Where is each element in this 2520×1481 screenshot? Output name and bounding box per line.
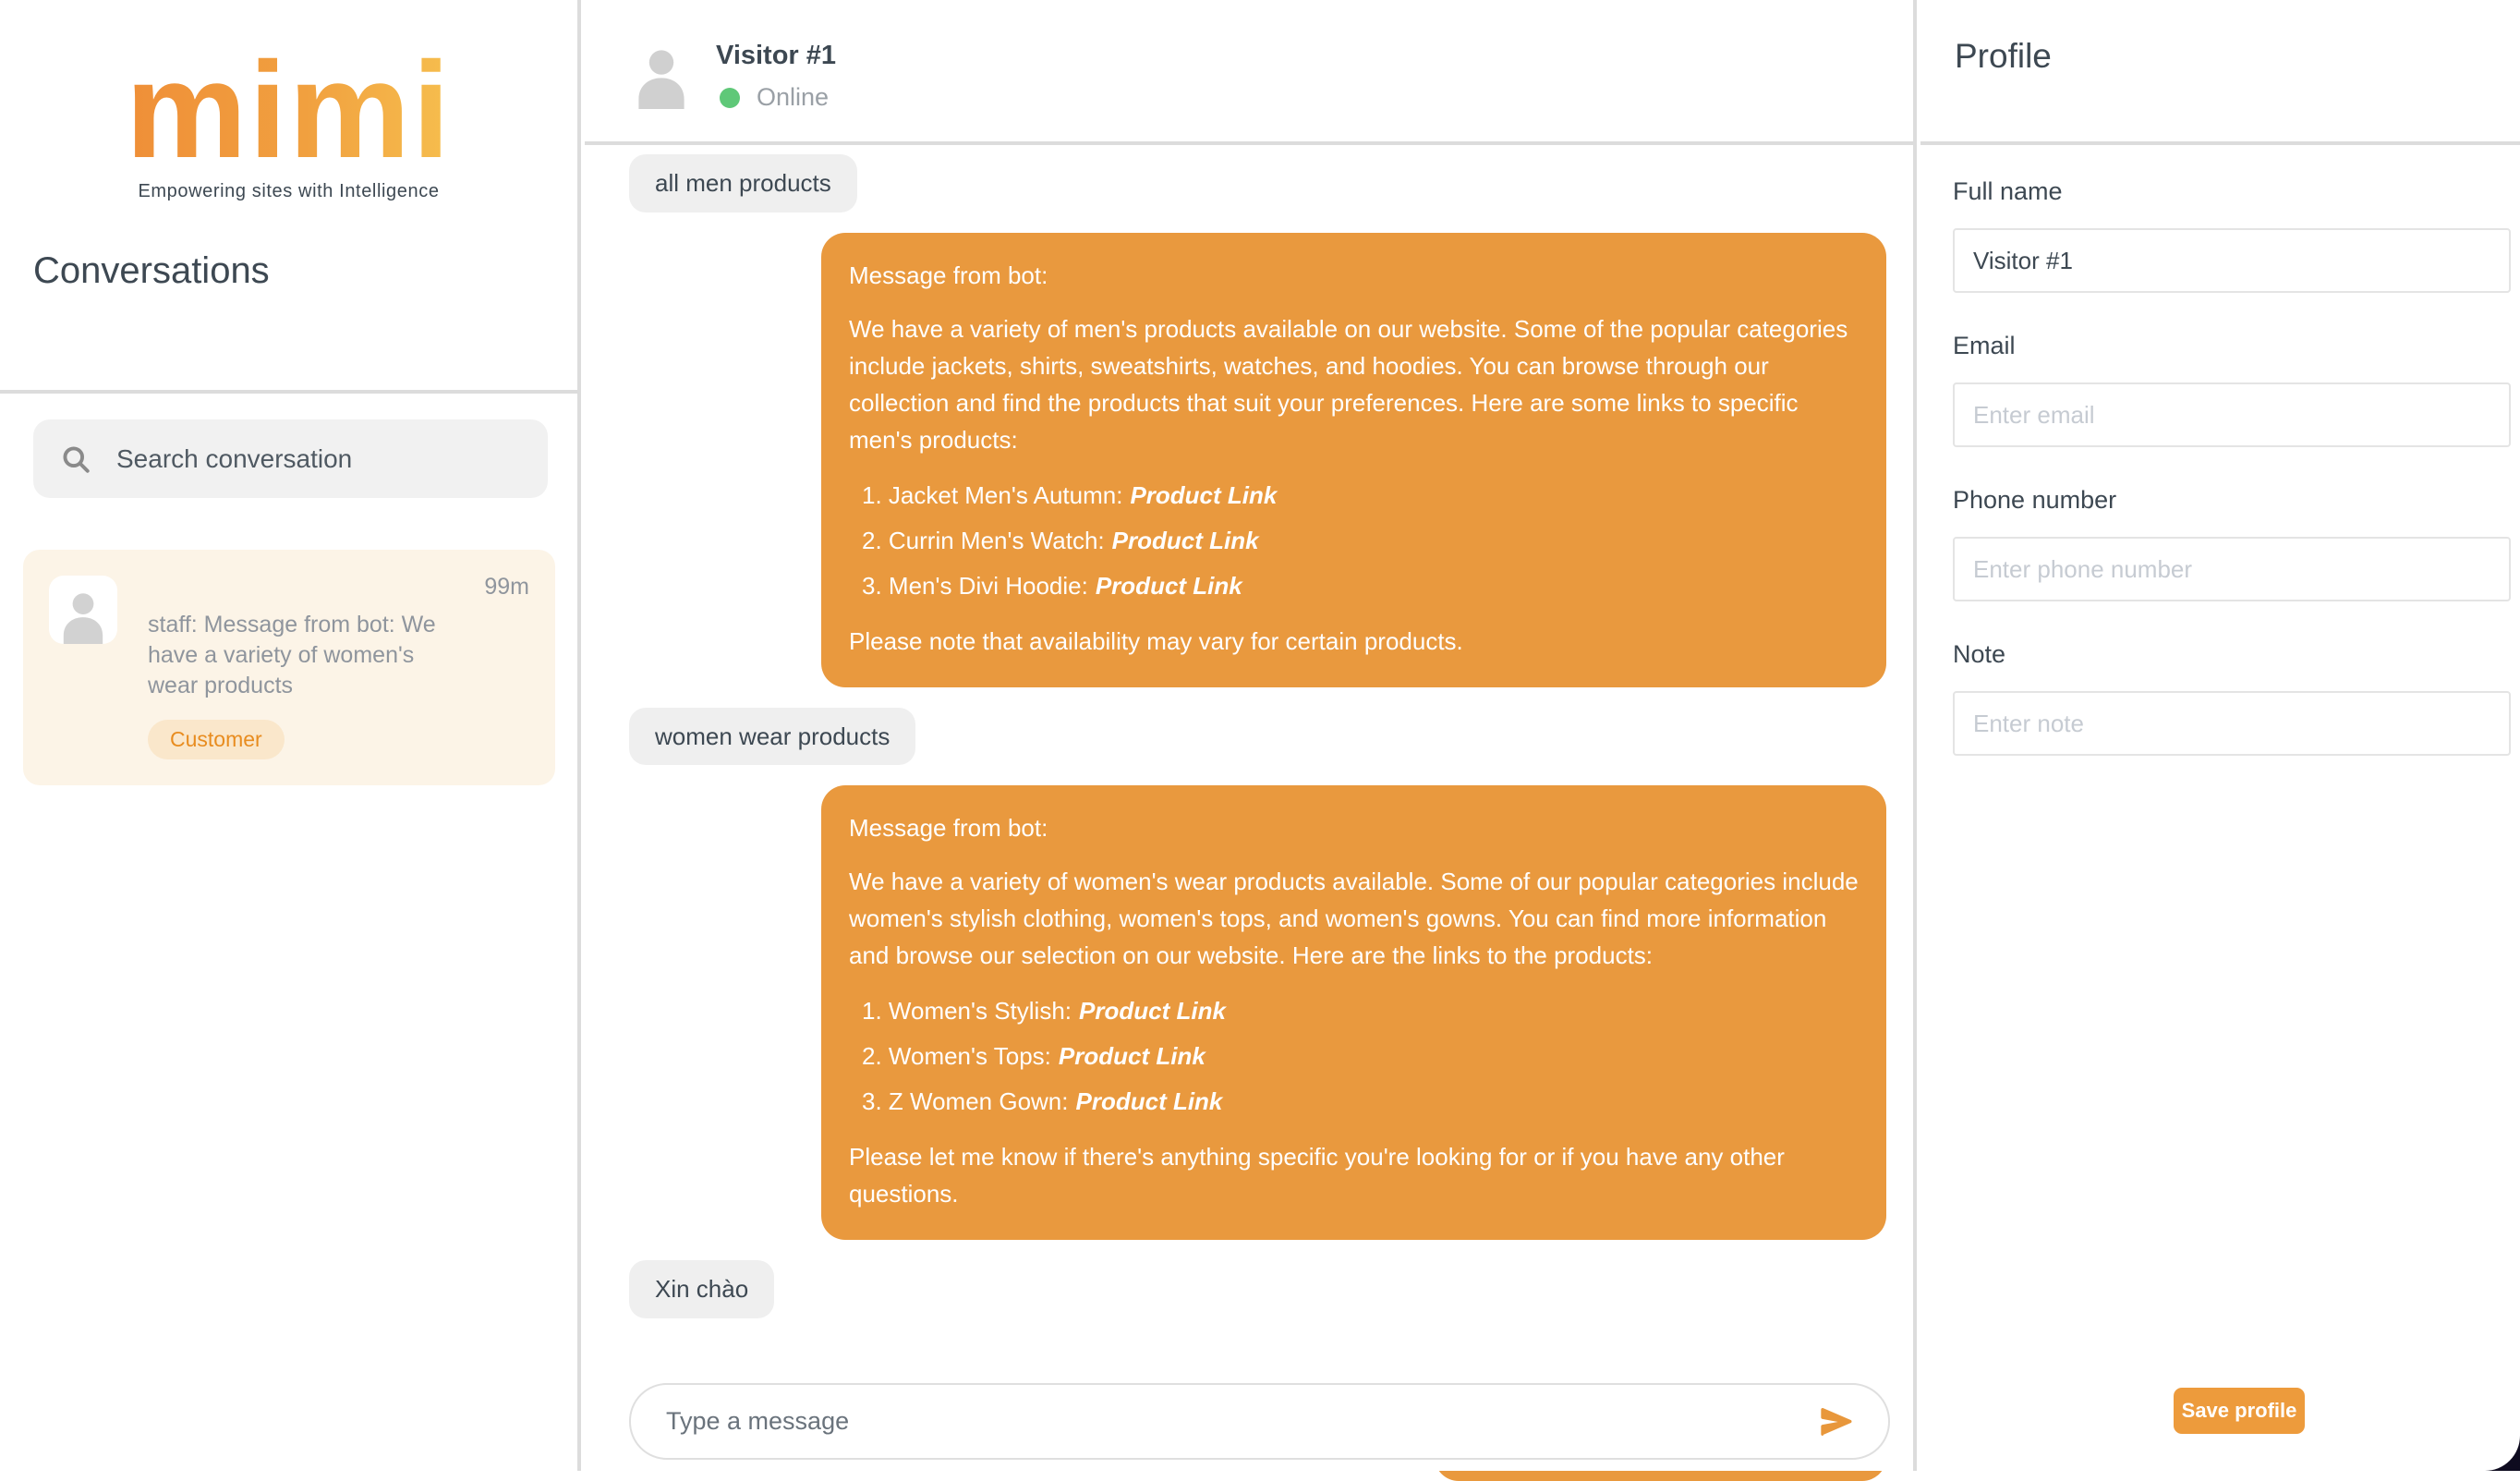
profile-title: Profile [1955, 37, 2052, 75]
message-input[interactable] [666, 1407, 1816, 1436]
divider [1920, 141, 2520, 145]
conversation-list-item[interactable] [23, 550, 555, 785]
customer-badge: Customer [148, 720, 285, 759]
search-input[interactable] [116, 444, 522, 474]
bot-message [821, 233, 1886, 687]
phone-field[interactable] [1953, 537, 2511, 601]
product-list-item [862, 1038, 1859, 1074]
visitor-name: Visitor #1 [716, 41, 837, 70]
bot-message [821, 785, 1886, 1240]
bot-message-footer: Please let me know if there's anything specific you're looking for or if you have any other questions. [849, 1143, 1785, 1208]
product-label: 1. Jacket Men's Autumn: [862, 480, 1123, 509]
logo [0, 34, 577, 202]
bot-message-title: Message from bot: [849, 814, 1048, 842]
full-name-field[interactable] [1953, 228, 2511, 293]
save-profile-button[interactable]: Save profile [2174, 1388, 2305, 1434]
bot-message-body: We have a variety of men's products available on our website. Some of the popular categories include jackets, shirts, sweatshirts, watches, and hoodies. You can browse through our collection and find the products that suit your preferences. Here are some links to specific men's products: [849, 314, 1848, 454]
person-icon [628, 42, 695, 109]
product-link[interactable]: Product Link [1130, 480, 1278, 509]
logo-tagline: Empowering sites with Intelligence [138, 181, 440, 201]
bot-message-footer: Please note that availability may vary for certain products. [849, 626, 1463, 655]
profile-panel [1920, 0, 2520, 1471]
product-label: 2. Currin Men's Watch: [862, 526, 1105, 554]
conversations-sidebar [0, 0, 581, 1471]
product-link[interactable]: Product Link [1058, 1042, 1205, 1070]
product-link[interactable]: Product Link [1075, 1087, 1223, 1115]
product-label: 1. Women's Stylish: [862, 997, 1072, 1025]
avatar [49, 576, 117, 644]
product-list-item [862, 567, 1859, 604]
conversation-time: 99m [484, 574, 529, 600]
bot-message-title: Message from bot: [849, 261, 1048, 289]
product-label: 3. Z Women Gown: [862, 1087, 1069, 1115]
conversation-summary [148, 576, 529, 759]
note-label: Note [1953, 640, 2006, 668]
message-input-box[interactable] [629, 1383, 1890, 1460]
phone-group [1953, 486, 2511, 601]
online-status-dot [720, 88, 740, 108]
chat-panel [585, 0, 1917, 1471]
product-label: 2. Women's Tops: [862, 1042, 1051, 1070]
search-conversation-box[interactable] [33, 419, 548, 498]
send-icon [1818, 1403, 1855, 1440]
logo-text: mimi [125, 34, 453, 187]
product-link[interactable]: Product Link [1111, 526, 1259, 554]
email-group [1953, 332, 2511, 447]
bot-message-body: We have a variety of women's wear products available. Some of our popular categories include women's stylish clothing, women's tops, and women's gowns. You can find more information and browse our selection on our website. Here are the links to the products: [849, 868, 1859, 969]
composer-bar [585, 1339, 1913, 1471]
product-link[interactable]: Product Link [1079, 997, 1226, 1025]
conversations-title: Conversations [33, 250, 270, 291]
person-icon [55, 587, 112, 644]
online-status-label: Online [757, 83, 830, 111]
product-list-item [862, 992, 1859, 1029]
chat-header [585, 0, 1913, 145]
window-corner [2485, 1434, 2520, 1471]
profile-form [1920, 177, 2520, 795]
message-list [585, 149, 1913, 1339]
visitor-message: all men products [629, 154, 857, 212]
online-status [720, 83, 829, 112]
avatar [628, 42, 695, 109]
product-list [862, 477, 1859, 604]
email-label: Email [1953, 332, 2016, 359]
search-icon [59, 443, 92, 476]
product-list-item [862, 477, 1859, 514]
product-list [862, 992, 1859, 1120]
email-field[interactable] [1953, 382, 2511, 447]
note-field[interactable] [1953, 691, 2511, 756]
product-list-item [862, 1083, 1859, 1120]
conversation-preview: staff: Message from bot: We have a variety of women's wear products [148, 612, 436, 698]
product-label: 3. Men's Divi Hoodie: [862, 571, 1088, 600]
product-list-item [862, 522, 1859, 559]
phone-label: Phone number [1953, 486, 2117, 514]
product-link[interactable]: Product Link [1095, 571, 1242, 600]
send-button[interactable] [1816, 1402, 1857, 1442]
full-name-label: Full name [1953, 177, 2063, 205]
note-group [1953, 640, 2511, 756]
full-name-group [1953, 177, 2511, 293]
visitor-message: Xin chào [629, 1260, 774, 1318]
visitor-message: women wear products [629, 708, 915, 766]
sidebar-header [0, 34, 577, 394]
